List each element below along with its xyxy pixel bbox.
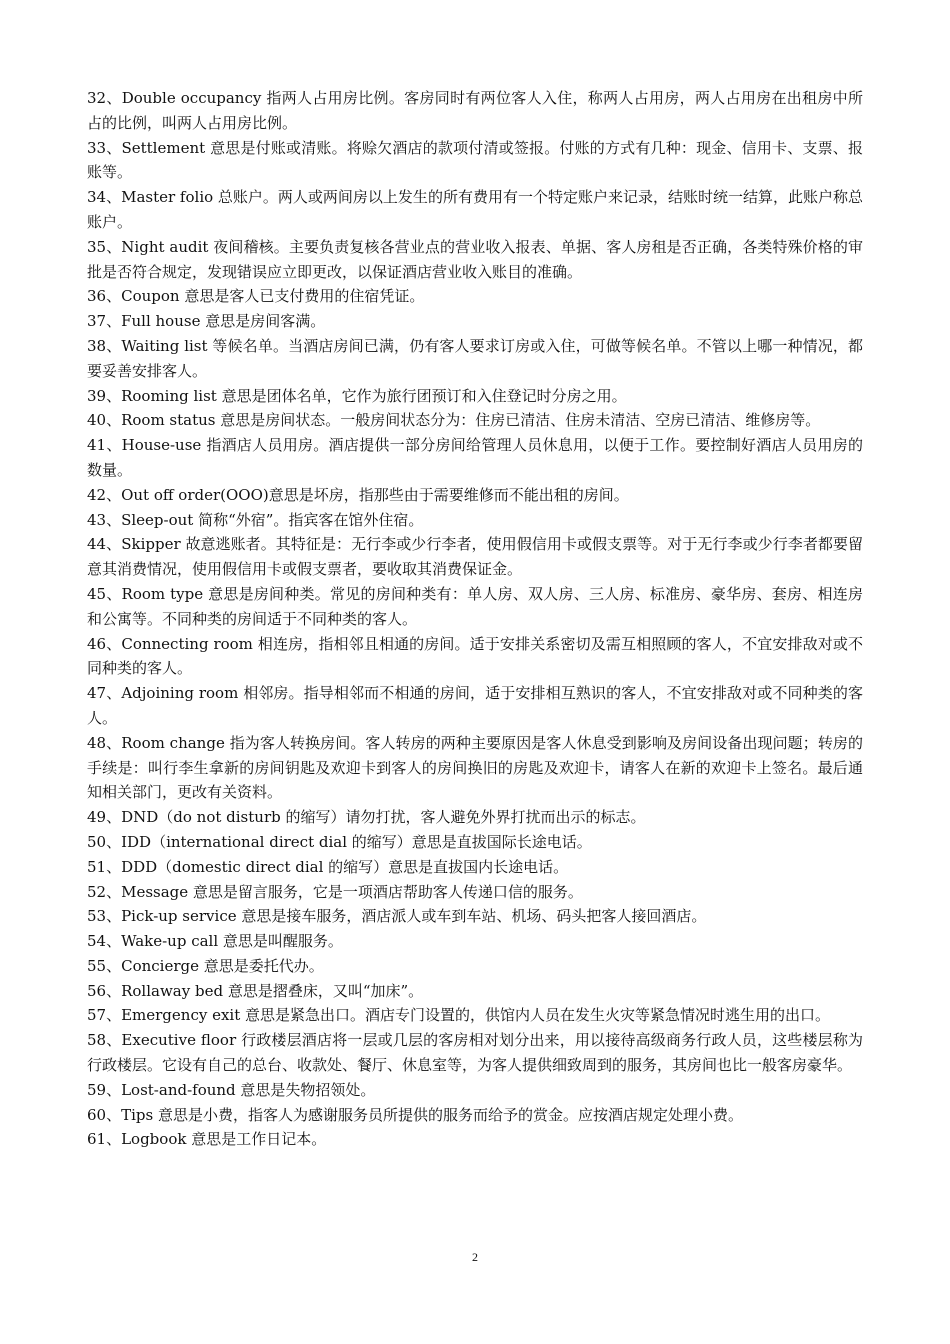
entry-55: 55、Concierge 意思是委托代办。 xyxy=(87,956,324,975)
entry-39: 39、Rooming list 意思是团体名单，它作为旅行团预订和入住登记时分房之用。 xyxy=(87,386,627,405)
entry-34: 34、Master folio 总账户。两人或两间房以上发生的所有费用有一个特定账户来记录，结账时统一结算，此账户称总账户。 xyxy=(87,188,863,231)
entry-52: 52、Message 意思是留言服务，它是一项酒店帮助客人传递口信的服务。 xyxy=(87,882,583,901)
entry-38: 38、Waiting list 等候名单。当酒店房间已满，仍有客人要求订房或入住，可做等候名单。不管以上哪一种情况，都要妥善安排客人。 xyxy=(87,336,863,380)
entry-36: 36、Coupon 意思是客人已支付费用的住宿凭证。 xyxy=(87,287,425,306)
entry-50: 50、IDD（international direct dial 的缩写）意思是直拔国际长途电话。 xyxy=(87,832,592,851)
entry-44: 44、Skipper 故意逃账者。其特征是：无行李或少行李者，使用假信用卡或假支票等。对于无行李或少行李者都要留意其消费情况，使用假信用卡或假支票者，要收取其消费保证金。 xyxy=(87,535,863,579)
page-number: 2 xyxy=(472,1250,478,1264)
entry-46: 46、Connecting room 相连房，指相邻且相通的房间。适于安排关系密切及需互相照顾的客人，不宜安排敌对或不同种类的客人。 xyxy=(87,634,863,678)
entry-41: 41、House-use 指酒店人员用房。酒店提供一部分房间给管理人员休息用，以便于工作。要控制好酒店人员用房的数量。 xyxy=(87,436,863,479)
entry-37: 37、Full house 意思是房间客满。 xyxy=(87,312,326,331)
entry-47: 47、Adjoining room 相邻房。指导相邻而不相通的房间，适于安排相互熟识的客人，不宜安排敌对或不同种类的客人。 xyxy=(87,684,863,727)
entry-42: 42、Out off order(OOO)意思是坏房，指那些由于需要维修而不能出租的房间。 xyxy=(87,485,629,504)
entry-43: 43、Sleep-out 简称“外宿”。指宾客在馆外住宿。 xyxy=(87,510,424,529)
entry-51: 51、DDD（domestic direct dial 的缩写）意思是直拔国内长途电话。 xyxy=(87,857,569,876)
entry-35: 35、Night audit 夜间稽核。主要负责复核各营业点的营业收入报表、单据、客人房租是否正确，各类特殊价格的审批是否符合规定，发现错误应立即更改，以保证酒店营业收入账目的准确。 xyxy=(87,237,863,281)
entry-49: 49、DND（do not disturb 的缩写）请勿打扰，客人避免外界打扰而出示的标志。 xyxy=(87,808,646,827)
entry-54: 54、Wake-up call 意思是叫醒服务。 xyxy=(87,932,343,951)
entry-58: 58、Executive floor 行政楼层酒店将一层或几层的客房相对划分出来，用以接待高级商务行政人员，这些楼层称为行政楼层。它设有自己的总台、收款处、餐厅、休息室等，为客人提供细致周到的服务，其房间也比一般客房豪华。 xyxy=(87,1031,863,1075)
entry-33: 33、Settlement 意思是付账或清账。将赊欠酒店的款项付清或签报。付账的方式有几种：现金、信用卡、支票、报账等。 xyxy=(87,138,863,182)
entry-60: 60、Tips 意思是小费，指客人为感谢服务员所提供的服务而给予的赏金。应按酒店规定处理小费。 xyxy=(87,1105,743,1124)
entry-61: 61、Logbook 意思是工作日记本。 xyxy=(87,1130,327,1149)
entry-56: 56、Rollaway bed 意思是摺叠床，又叫“加床”。 xyxy=(87,981,424,1000)
entry-53: 53、Pick-up service 意思是接车服务，酒店派人或车到车站、机场、码头把客人接回酒店。 xyxy=(87,907,707,926)
document-body xyxy=(87,86,863,1152)
entry-45: 45、Room type 意思是房间种类。常见的房间种类有：单人房、双人房、三人房、标准房、豪华房、套房、相连房和公寓等。不同种类的房间适于不同种类的客人。 xyxy=(87,584,863,628)
entry-32: 32、Double occupancy 指两人占用房比例。客房同时有两位客人入住，称两人占用房，两人占用房在出租房中所占的比例，叫两人占用房比例。 xyxy=(87,89,863,132)
entry-40: 40、Room status 意思是房间状态。一般房间状态分为：住房已清洁、住房未清洁、空房已清洁、维修房等。 xyxy=(87,411,821,430)
entry-48: 48、Room change 指为客人转换房间。客人转房的两种主要原因是客人休息受到影响及房间设备出现问题；转房的手续是：叫行李生拿新的房间钥匙及欢迎卡到客人的房间换旧的房匙及欢迎卡，请客人在新的欢迎卡上签名。最后通知相关部门，更改有关资料。 xyxy=(87,733,863,802)
entry-59: 59、Lost-and-found 意思是失物招领处。 xyxy=(87,1080,376,1099)
entry-57: 57、Emergency exit 意思是紧急出口。酒店专门设置的，供馆内人员在发生火灾等紧急情况时逃生用的出口。 xyxy=(87,1006,831,1025)
